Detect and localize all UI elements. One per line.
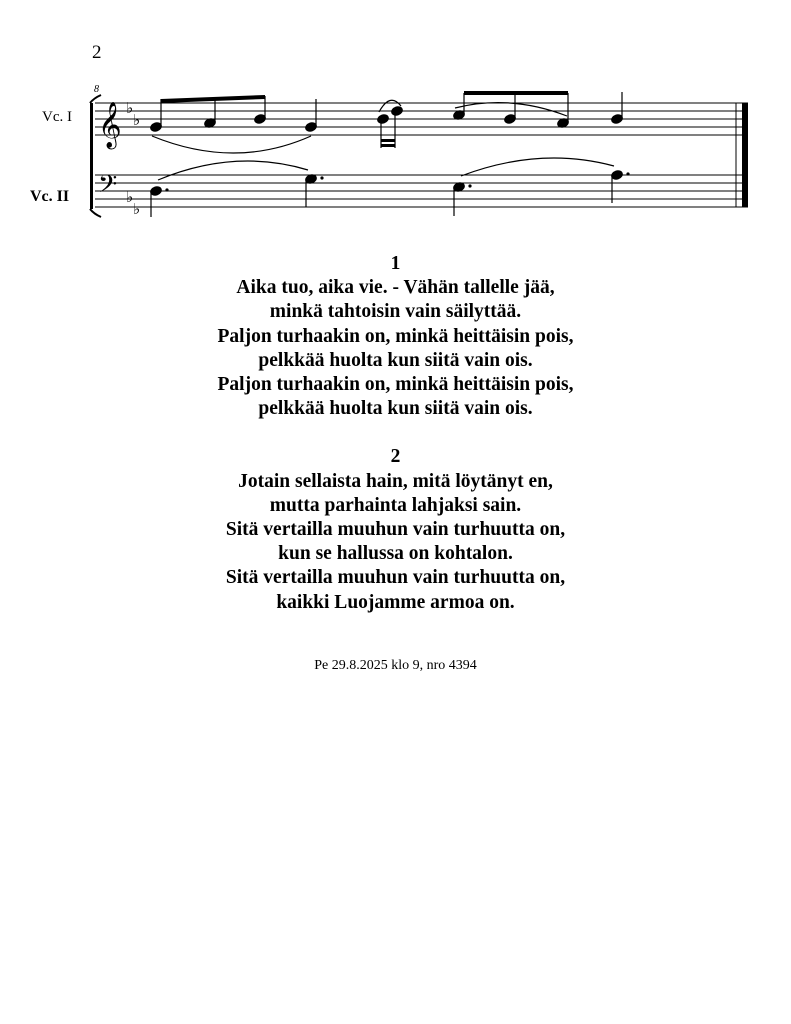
verse-2 (0, 445, 791, 614)
page-number: 2 (92, 42, 102, 63)
verse-1 (0, 252, 791, 421)
verse-number: 1 (390, 253, 401, 274)
verse-line: kaikki Luojamme armoa on. (276, 591, 515, 613)
verse-line: pelkkää huolta kun siitä vain ois. (258, 398, 533, 420)
measure-number: 8 (94, 84, 99, 95)
verse-line: Aika tuo, aika vie. - Vähän tallelle jää, (236, 277, 555, 299)
verse-number: 2 (390, 446, 401, 468)
flat-icon: ♭ (126, 99, 134, 117)
treble-clef-icon: 𝄞 (98, 102, 122, 148)
verse-line: Paljon turhaakin on, minkä heittäisin pois, (217, 325, 574, 347)
verse-line: pelkkää huolta kun siitä vain ois. (258, 349, 533, 371)
staff-vc2 (95, 175, 748, 207)
flat-icon: ♭ (133, 111, 141, 129)
verse-line: minkä tahtoisin vain säilyttää. (269, 301, 522, 323)
vc1-notes (149, 91, 623, 153)
verse-line: Jotain sellaista hain, mitä löytänyt en, (238, 470, 553, 492)
footer-note: Pe 29.8.2025 klo 9, nro 4394 (314, 658, 477, 673)
staff-vc1 (95, 103, 748, 135)
music-score (0, 0, 791, 240)
verse-line: Sitä vertailla muuhun vain turhuutta on, (225, 519, 566, 541)
bass-clef-icon: 𝄢 (98, 170, 118, 205)
verse-line: Paljon turhaakin on, minkä heittäisin pois, (217, 374, 574, 396)
staff-label-vc2: Vc. II (30, 188, 70, 205)
verse-line: Sitä vertailla muuhun vain turhuutta on, (225, 567, 566, 589)
lyrics (0, 252, 791, 639)
verse-line: kun se hallussa on kohtalon. (278, 543, 513, 565)
flat-icon: ♭ (133, 200, 141, 218)
verse-line: mutta parhainta lahjaksi sain. (269, 494, 522, 516)
flat-icon: ♭ (126, 188, 134, 206)
vc2-notes (149, 158, 629, 217)
staff-label-vc1: Vc. I (42, 109, 72, 125)
